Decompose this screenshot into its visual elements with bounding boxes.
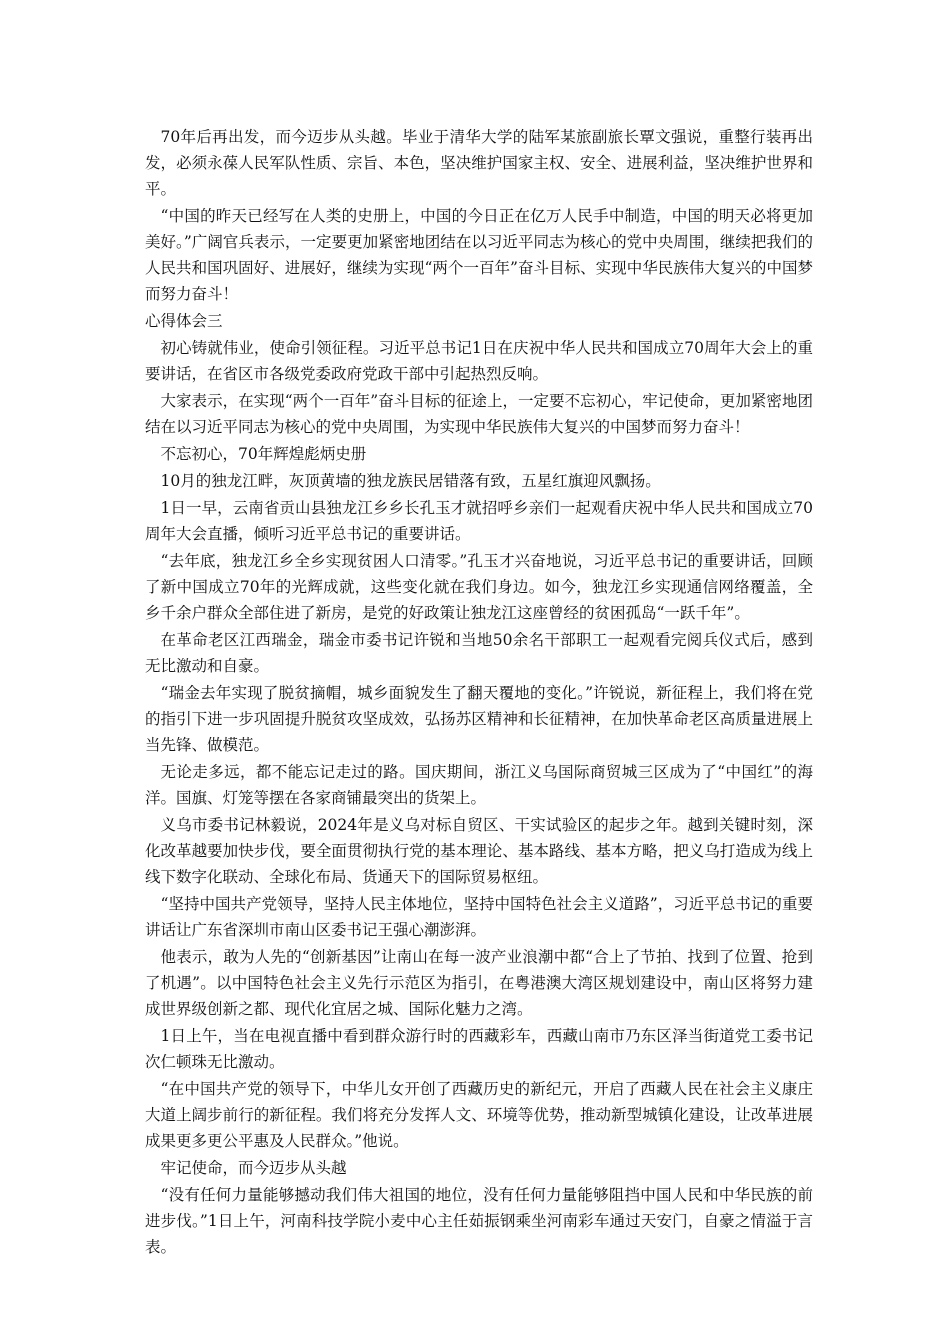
paragraph: “中国的昨天已经写在人类的史册上，中国的今日正在亿万人民手中制造，中国的明天必将更加美好。”广阔官兵表示，一定要更加紧密地团结在以习近平同志为核心的党中央周围，继续把我们的人民共和国巩固好、进展好，继续为实现“两个一百年”奋斗目标、实现中华民族伟大复兴的中国梦而努力奋斗！ xyxy=(145,207,813,303)
subheading: 牢记使命，而今迈步从头越 xyxy=(160,1159,347,1177)
paragraph: 大家表示，在实现“两个一百年”奋斗目标的征途上，一定要不忘初心，牢记使命，更加紧密地团结在以习近平同志为核心的党中央周围，为实现中华民族伟大复兴的中国梦而努力奋斗！ xyxy=(145,392,813,436)
paragraph: “坚持中国共产党领导，坚持人民主体地位，坚持中国特色社会主义道路”，习近平总书记的重要讲话让广东省深圳市南山区委书记王强心潮澎湃。 xyxy=(145,895,813,939)
paragraph: 义乌市委书记林毅说，2024年是义乌对标自贸区、干实试验区的起步之年。越到关键时刻，深化改革越要加快步伐，要全面贯彻执行党的基本理论、基本路线、基本方略，把义乌打造成为线上线下数字化联动、全球化布局、货通天下的国际贸易枢纽。 xyxy=(145,816,813,886)
paragraph: “在中国共产党的领导下，中华儿女开创了西藏历史的新纪元，开启了西藏人民在社会主义康庄大道上阔步前行的新征程。我们将充分发挥人文、环境等优势，推动新型城镇化建设，让改革进展成果更多更公平惠及人民群众。”他说。 xyxy=(145,1080,813,1150)
paragraph: 1日上午，当在电视直播中看到群众游行时的西藏彩车，西藏山南市乃东区泽当街道党工委书记次仁顿珠无比激动。 xyxy=(145,1027,813,1071)
paragraph: 初心铸就伟业，使命引领征程。习近平总书记1日在庆祝中华人民共和国成立70周年大会上的重要讲话，在省区市各级党委政府党政干部中引起热烈反响。 xyxy=(145,339,813,383)
paragraph: 70年后再出发，而今迈步从头越。毕业于清华大学的陆军某旅副旅长覃文强说，重整行装再出发，必须永葆人民军队性质、宗旨、本色，坚决维护国家主权、安全、进展利益，坚决维护世界和平。 xyxy=(145,128,813,198)
paragraph: 在革命老区江西瑞金，瑞金市委书记许锐和当地50余名干部职工一起观看完阅兵仪式后，感到无比激动和自豪。 xyxy=(145,631,813,675)
paragraph: 10月的独龙江畔，灰顶黄墙的独龙族民居错落有致，五星红旗迎风飘扬。 xyxy=(160,472,661,490)
section-heading: 心得体会三 xyxy=(145,312,223,330)
paragraph: “没有任何力量能够撼动我们伟大祖国的地位，没有任何力量能够阻挡中国人民和中华民族的前进步伐。”1日上午，河南科技学院小麦中心主任茹振钢乘坐河南彩车通过天安门，自豪之情溢于言表。 xyxy=(145,1186,813,1256)
paragraph: 无论走多远，都不能忘记走过的路。国庆期间，浙江义乌国际商贸城三区成为了“中国红”的海洋。国旗、灯笼等摆在各家商铺最突出的货架上。 xyxy=(145,763,813,807)
document-body xyxy=(145,124,813,1260)
paragraph: 他表示，敢为人先的“创新基因”让南山在每一波产业浪潮中都“合上了节拍、找到了位置、抢到了机遇”。以中国特色社会主义先行示范区为指引，在粤港澳大湾区规划建设中，南山区将努力建成世界级创新之都、现代化宜居之城、国际化魅力之湾。 xyxy=(145,948,813,1018)
subheading: 不忘初心，70年辉煌彪炳史册 xyxy=(160,445,367,463)
paragraph: “瑞金去年实现了脱贫摘帽，城乡面貌发生了翻天覆地的变化。”许锐说，新征程上，我们将在党的指引下进一步巩固提升脱贫攻坚成效，弘扬苏区精神和长征精神，在加快革命老区高质量进展上当先锋、做模范。 xyxy=(145,684,813,754)
paragraph: “去年底，独龙江乡全乡实现贫困人口清零。”孔玉才兴奋地说，习近平总书记的重要讲话，回顾了新中国成立70年的光辉成就，这些变化就在我们身边。如今，独龙江乡实现通信网络覆盖，全乡千余户群众全部住进了新房，是党的好政策让独龙江这座曾经的贫困孤岛“一跃千年”。 xyxy=(145,552,813,622)
paragraph: 1日一早，云南省贡山县独龙江乡乡长孔玉才就招呼乡亲们一起观看庆祝中华人民共和国成立70周年大会直播，倾听习近平总书记的重要讲话。 xyxy=(145,499,813,543)
